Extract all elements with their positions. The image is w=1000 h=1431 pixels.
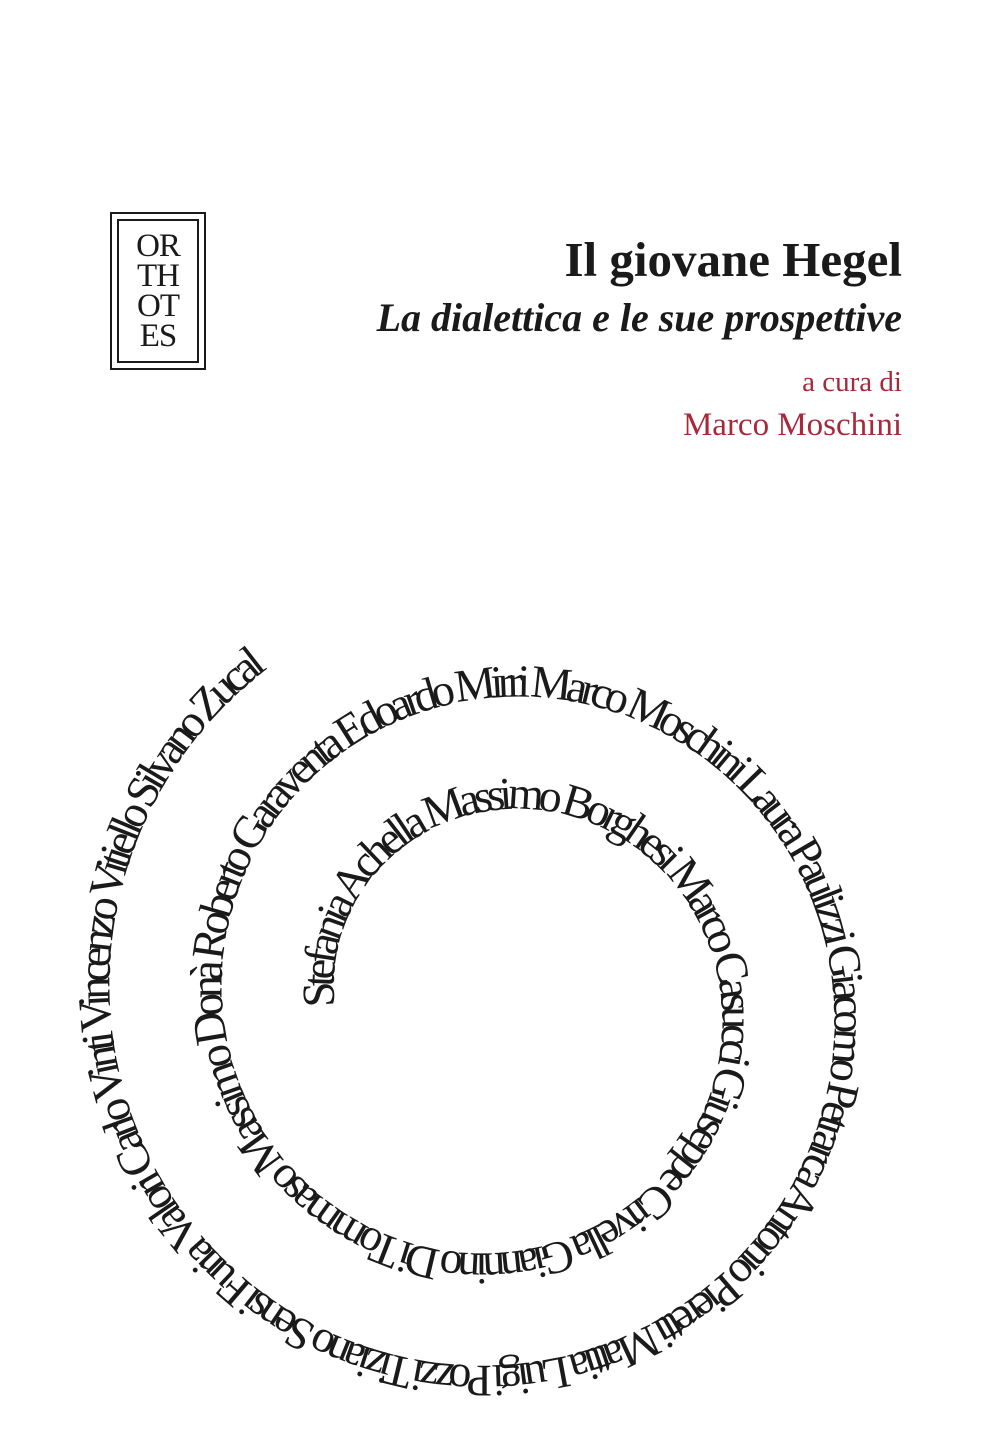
logo-line-3: OT <box>137 288 179 324</box>
logo-line-2: TH <box>137 258 179 294</box>
spiral-authors-textpath: Stefania Achella Massimo Borghesi Marco Casucci Giuseppe Crivella Giannino Di Tommaso Massimo Donà Roberto Garaventa Edoardo Mirri Marco Moschini Laura Paulizzi Giacomo Petrarca Antonio Pieretti Mattia Luigi Pozzi Tiziano Sensi Furia Valori Carlo Vinti Vincenzo Vitiello Silvano Zucal <box>68 635 876 1407</box>
editor-label: a cura di <box>802 366 902 398</box>
book-title: Il giovane Hegel <box>564 232 902 287</box>
logo-line-1: OR <box>136 228 180 264</box>
logo-line-4: ES <box>139 318 177 354</box>
editor-name: Marco Moschini <box>682 407 902 443</box>
book-subtitle: La dialettica e le sue prospettive <box>376 295 902 340</box>
spiral-authors-text <box>68 636 876 1407</box>
